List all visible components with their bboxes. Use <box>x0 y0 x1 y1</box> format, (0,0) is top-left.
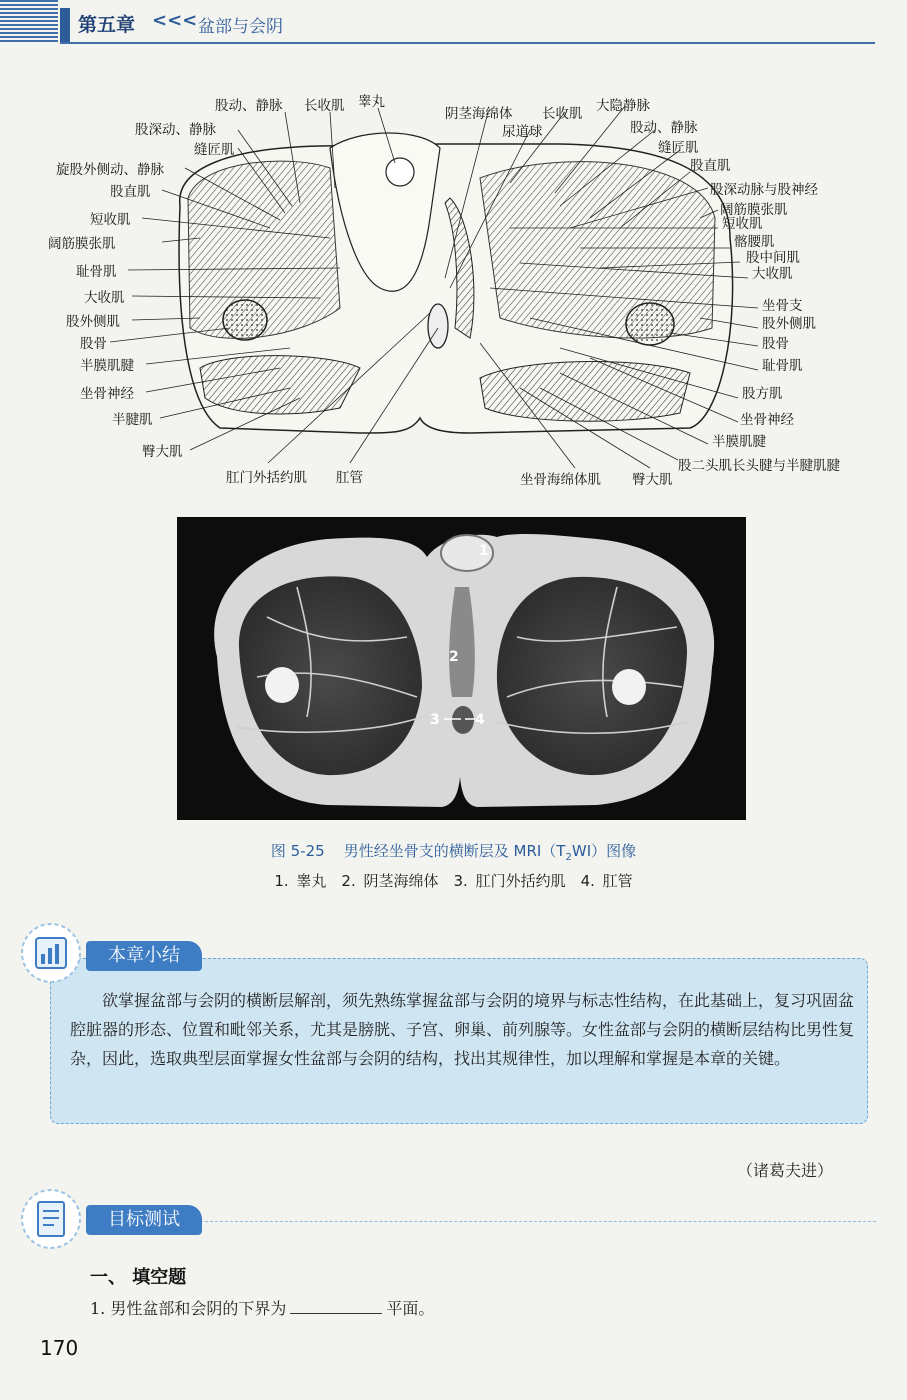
label-vastus-lateralis-left: 股外侧肌 <box>66 314 120 330</box>
right-gluteus <box>480 362 690 422</box>
test-divider <box>200 1221 876 1222</box>
label-external-anal-sphincter: 肛门外括约肌 <box>226 470 307 486</box>
figure-caption <box>0 840 907 863</box>
label-adductor-longus-right: 长收肌 <box>542 106 583 122</box>
label-pectineus-right: 耻骨肌 <box>762 358 803 374</box>
figure-title-pre: 男性经坐骨支的横断层及 MRI（T <box>343 842 566 860</box>
label-pectineus-left: 耻骨肌 <box>76 264 117 280</box>
mri-marker-3: 3 <box>430 712 440 728</box>
label-rectus-femoris-right: 股直肌 <box>690 158 731 174</box>
label-femur-left: 股骨 <box>80 336 107 352</box>
label-gluteus-maximus-left: 臀大肌 <box>142 444 183 460</box>
label-tensor-fasciae-latae-left: 阔筋膜张肌 <box>48 236 116 252</box>
mri-marker-4: 4 <box>475 712 485 728</box>
answer-blank[interactable] <box>290 1297 382 1314</box>
mri-right-femur <box>612 669 646 705</box>
figure-number: 图 5-25 <box>270 842 325 860</box>
mri-corpus-cavernosum <box>449 587 475 697</box>
mri-drawing <box>177 517 746 820</box>
chevron-left-icon: <<< <box>152 10 198 31</box>
label-adductor-brevis-right: 短收肌 <box>722 216 763 232</box>
label-semimembranosus-tendon-left: 半膜肌腱 <box>80 358 134 374</box>
mri-left-femur <box>265 667 299 703</box>
label-vastus-intermedius: 股中间肌 <box>746 250 800 266</box>
notebook-icon <box>18 1186 84 1252</box>
figure-legend: 1. 睾丸 2. 阴茎海绵体 3. 肛门外括约肌 4. 肛管 <box>274 872 633 890</box>
mri-marker-1: 1 <box>479 543 489 559</box>
label-tensor-fasciae-latae-right: 阔筋膜张肌 <box>720 202 788 218</box>
author-credit: （诸葛夫进） <box>736 1161 833 1180</box>
label-corpus-cavernosum: 阴茎海绵体 <box>445 106 513 122</box>
mri-image <box>177 517 746 820</box>
right-femur <box>626 303 674 345</box>
label-bulb-of-urethra: 尿道球 <box>502 124 543 140</box>
label-testis: 睾丸 <box>358 94 385 110</box>
label-sciatic-nerve-right: 坐骨神经 <box>740 412 794 428</box>
label-quadratus-femoris: 股方肌 <box>742 386 783 402</box>
label-femoral-vessels-right: 股动、静脉 <box>630 120 698 136</box>
header-stripes <box>0 0 58 44</box>
label-sartorius-right: 缝匠肌 <box>658 140 699 156</box>
right-thigh-muscles <box>480 162 715 338</box>
label-adductor-magnus-right: 大收肌 <box>752 266 793 282</box>
figure-title-post: WI）图像 <box>571 842 637 860</box>
label-vastus-lateralis-right: 股外侧肌 <box>762 316 816 332</box>
label-ischiocavernosus: 坐骨海绵体肌 <box>520 472 601 488</box>
left-gluteus <box>200 356 360 414</box>
label-semimembranosus-tendon-right: 半膜肌腱 <box>712 434 766 450</box>
mri-marker-2: 2 <box>449 649 459 665</box>
chart-book-icon <box>18 920 84 986</box>
label-femur-right: 股骨 <box>762 336 789 352</box>
figure-title-sub: 2 <box>565 852 572 863</box>
test-tag: 目标测试 <box>86 1205 202 1235</box>
header-rule <box>60 42 875 44</box>
label-semitendinosus: 半腱肌 <box>112 412 153 428</box>
label-deep-femoral-artery-nerve: 股深动脉与股神经 <box>710 182 818 198</box>
anal-canal <box>428 304 448 348</box>
label-sartorius-left: 缝匠肌 <box>194 142 235 158</box>
question-1-text: 1. 男性盆部和会阴的下界为 <box>90 1299 287 1318</box>
section-heading: 一、 填空题 <box>90 1267 187 1288</box>
chapter-label: 第五章 <box>78 14 136 36</box>
label-anal-canal: 肛管 <box>336 470 363 486</box>
label-sciatic-nerve-left: 坐骨神经 <box>80 386 134 402</box>
label-iliopsoas: 髂腰肌 <box>734 234 775 250</box>
page-header <box>0 0 907 48</box>
chapter-title: 盆部与会阴 <box>198 17 283 37</box>
header-bar <box>60 8 70 42</box>
label-lateral-circumflex-vessels: 旋股外侧动、静脉 <box>56 162 164 178</box>
anatomy-figure <box>0 88 907 508</box>
label-deep-femoral-vessels: 股深动、静脉 <box>135 122 216 138</box>
mri-anal-canal <box>452 706 474 734</box>
label-adductor-longus-left: 长收肌 <box>304 98 345 114</box>
question-1-suffix: 平面。 <box>386 1299 435 1318</box>
summary-tag: 本章小结 <box>86 941 202 971</box>
question-1 <box>90 1296 434 1319</box>
label-gluteus-maximus-right: 臀大肌 <box>632 472 673 488</box>
label-adductor-brevis-left: 短收肌 <box>90 212 131 228</box>
summary-text: 欲掌握盆部与会阴的横断层解剖，须先熟练掌握盆部与会阴的境界与标志性结构，在此基础上，复习巩固盆腔脏器的形态、位置和毗邻关系，尤其是膀胱、子宫、卵巢、前列腺等。女性盆部与会阴的横断层结构比男性复杂，因此，选取典型层面掌握女性盆部与会阴的结构，找出其规律性，加以理解和掌握是本章的关键。 <box>70 991 855 1068</box>
label-biceps-semitendinosus-tendon: 股二头肌长头腱与半腱肌腱 <box>678 458 840 474</box>
left-femur <box>223 300 267 340</box>
label-great-saphenous-vein: 大隐静脉 <box>596 98 650 114</box>
label-rectus-femoris-left: 股直肌 <box>110 184 151 200</box>
page-number: 170 <box>40 1336 79 1360</box>
label-ischial-ramus: 坐骨支 <box>762 298 803 314</box>
label-adductor-magnus-left: 大收肌 <box>84 290 125 306</box>
testis <box>386 158 414 186</box>
label-femoral-vessels-left: 股动、静脉 <box>215 98 283 114</box>
